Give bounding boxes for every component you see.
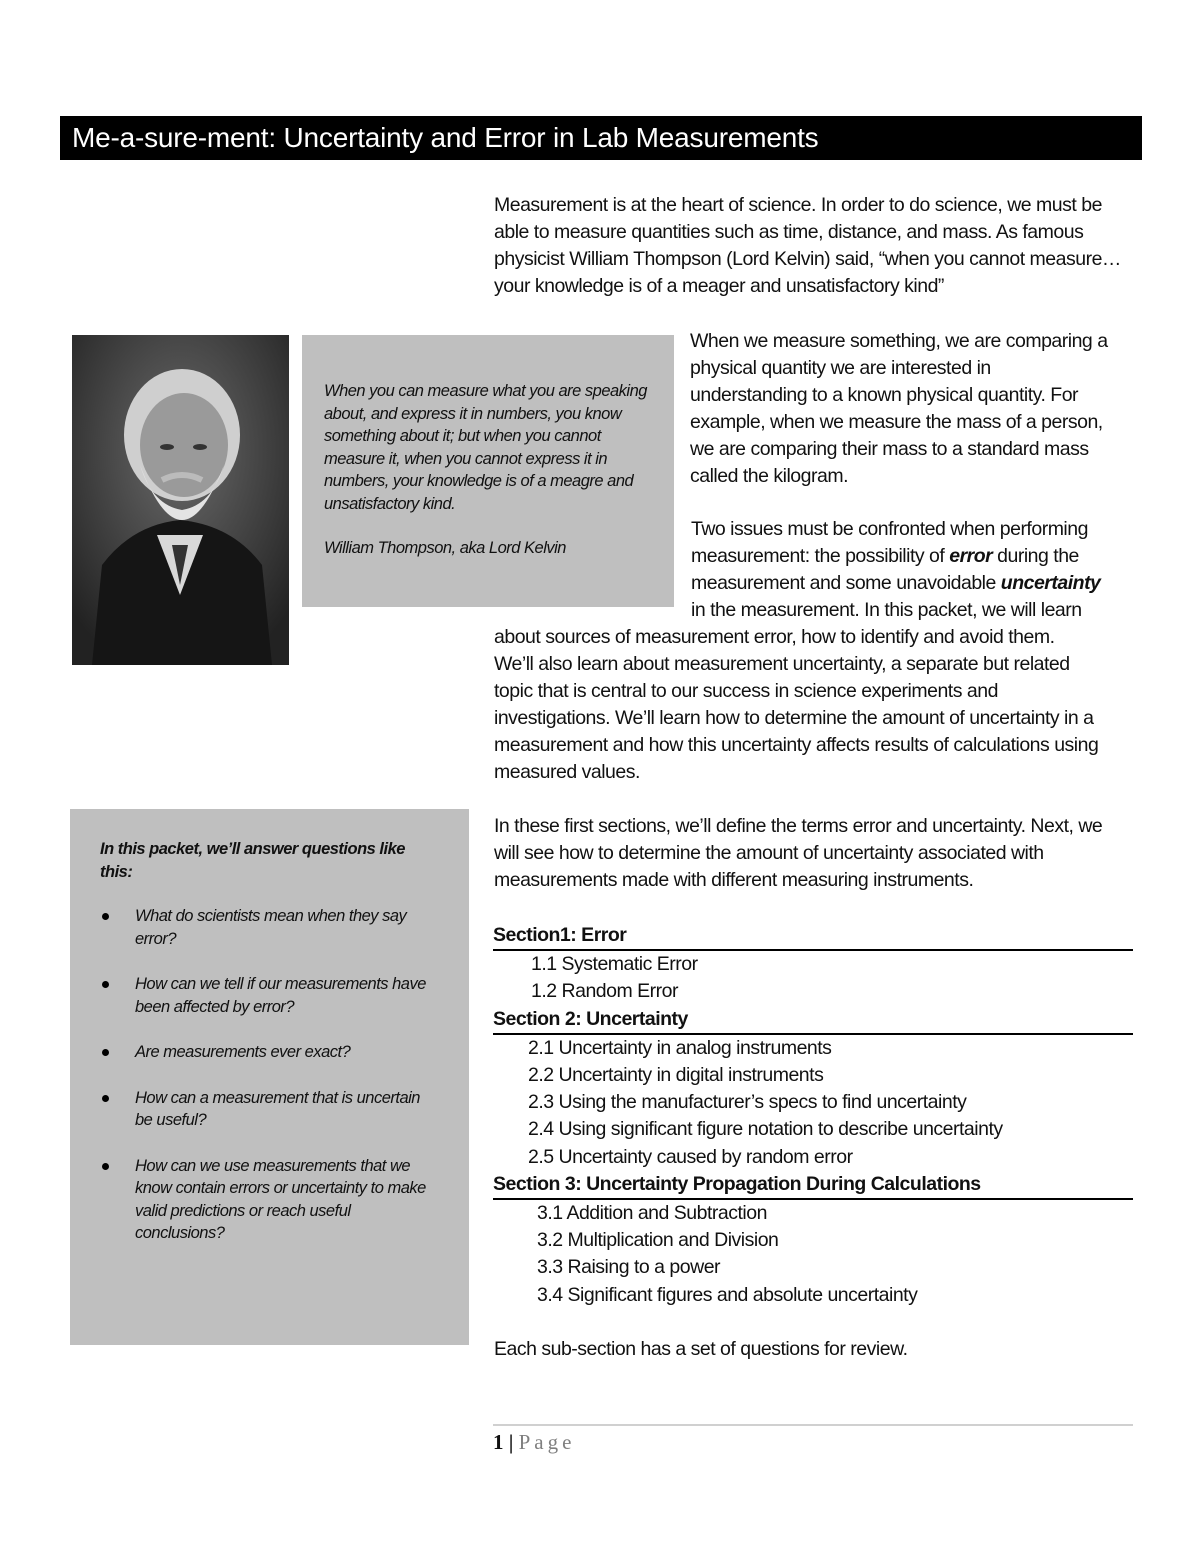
question-item: What do scientists mean when they say error? [100,905,439,950]
page-label: Page [518,1430,576,1454]
text-line: Two issues must be confronted when performing [691,518,1088,540]
questions-list [100,905,439,1245]
term-error: error [949,545,993,567]
questions-box [70,809,469,1345]
question-item: Are measurements ever exact? [100,1041,439,1064]
question-item: How can we use measurements that we know contain errors or uncertainty to make valid predictions or reach useful conclusions? [100,1155,439,1245]
document-title: Me-a-sure-ment: Uncertainty and Error in Lab Measurements [60,116,1142,160]
portrait-illustration [72,335,289,665]
text-line: topic that is central to our success in science experiments and [494,680,998,702]
text-line: in the measurement. In this packet, we will learn [691,599,1082,621]
text-line: measurement and how this uncertainty affects results of calculations using [494,734,1099,756]
toc-item: 3.4 Significant figures and absolute uncertainty [537,1283,918,1306]
text-fragment: measurement and some unavoidable [691,572,1001,594]
text-line: We’ll also learn about measurement uncertainty, a separate but related [494,653,1070,675]
toc-item: 2.1 Uncertainty in analog instruments [528,1036,832,1059]
toc-section-heading: Section1: Error [493,922,1133,951]
text-line: When we measure something, we are comparing a [690,330,1108,352]
issues-paragraph-wrap [691,516,1151,624]
toc-item: 3.1 Addition and Subtraction [537,1202,767,1225]
quote-text: When you can measure what you are speaking about, and express it in numbers, you know something about it; but when you cannot measure it, when you cannot express it in numbers, your knowledge is of a meagre and unsatisfactory kind. [324,382,647,513]
issues-paragraph-rest [494,624,1144,786]
portrait-photo-lord-kelvin [72,335,289,665]
toc-section-heading: Section 2: Uncertainty [493,1006,1133,1035]
question-item: How can we tell if our measurements have been affected by error? [100,973,439,1018]
text-line [691,543,1151,570]
question-item: How can a measurement that is uncertain be useful? [100,1087,439,1132]
toc-item: 1.2 Random Error [531,980,678,1003]
text-fragment: measurement: the possibility of [691,545,950,567]
table-of-contents [493,922,1133,1309]
text-line: we are comparing their mass to a standard mass [690,438,1089,460]
text-line: about sources of measurement error, how to identify and avoid them. [494,626,1055,648]
text-line: understanding to a known physical quantity. For [690,384,1079,406]
text-fragment: during the [992,545,1079,567]
toc-item: 2.5 Uncertainty caused by random error [528,1145,853,1168]
toc-item: 3.2 Multiplication and Division [537,1229,779,1252]
text-line [691,570,1151,597]
footer-separator: | [503,1430,519,1454]
toc-item: 2.3 Using the manufacturer’s specs to find uncertainty [528,1091,967,1114]
sections-intro-paragraph: In these first sections, we’ll define the terms error and uncertainty. Next, we will see how to determine the amount of uncertainty associated with measurements made with different measuring instruments. [494,815,1103,891]
toc-item: 3.3 Raising to a power [537,1256,721,1279]
text-line: physical quantity we are interested in [690,357,991,379]
text-line: called the kilogram. [690,465,848,487]
closing-note: Each sub-section has a set of questions for review. [494,1338,908,1360]
toc-item: 2.2 Uncertainty in digital instruments [528,1064,824,1087]
toc-item: 2.4 Using significant figure notation to describe uncertainty [528,1118,1003,1141]
page-number: 1 [493,1430,504,1454]
text-line: example, when we measure the mass of a person, [690,411,1103,433]
toc-item: 1.1 Systematic Error [531,953,698,976]
intro-paragraph: Measurement is at the heart of science. In order to do science, we must be able to measure quantities such as time, distance, and mass. As famous physicist William Thompson (Lord Kelvin) said, “when you cannot measure… your knowledge is of a meager and unsatisfactory kind” [494,194,1121,297]
term-uncertainty: uncertainty [1000,572,1101,594]
quote-attribution: William Thompson, aka Lord Kelvin [324,539,566,557]
comparison-paragraph [690,328,1150,490]
questions-heading: In this packet, we’ll answer questions like this: [100,840,405,881]
page-footer [493,1428,575,1456]
text-line: measured values. [494,761,640,783]
text-line: investigations. We’ll learn how to determine the amount of uncertainty in a [494,707,1094,729]
kelvin-quote-box [302,335,674,607]
footer-divider [493,1424,1133,1426]
toc-section-heading: Section 3: Uncertainty Propagation During Calculations [493,1171,1133,1200]
